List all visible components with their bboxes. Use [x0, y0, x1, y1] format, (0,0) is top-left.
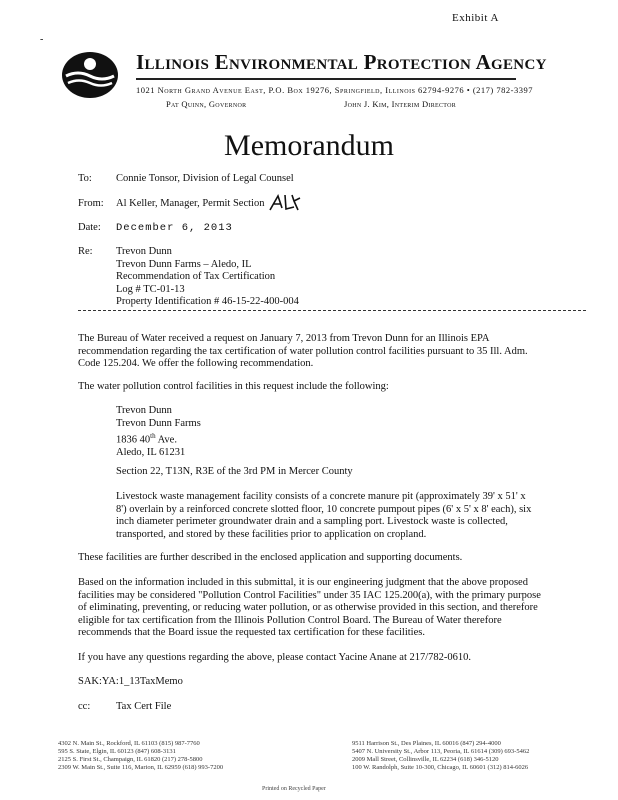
from-value: Al Keller, Manager, Permit Section	[116, 198, 265, 209]
judgment-paragraph	[78, 577, 578, 640]
office-address: 4302 N. Main St., Rockford, IL 61103 (815) 987-7760	[58, 740, 200, 747]
to-value: Connie Tonsor, Division of Legal Counsel	[116, 173, 294, 184]
to-label: To:	[78, 173, 92, 184]
contact-paragraph: If you have any questions regarding the above, please contact Yacine Anane at 217/782-0610.	[78, 652, 472, 663]
owner-address	[116, 405, 556, 460]
agency-name: Illinois Environmental Protection Agency	[136, 50, 547, 74]
owner-line: Trevon Dunn	[116, 405, 172, 416]
owner-line: Aledo, IL 61231	[116, 447, 186, 458]
initials-signature-icon	[268, 192, 302, 214]
paragraph-line: recommendation regarding the tax certification of water pollution control facilities pursuant to 35 Ill. Adm.	[78, 345, 528, 357]
date-label: Date:	[78, 222, 101, 233]
paragraph-line: 8') overlain by a reinforced concrete slotted floor, 10 concrete pumpout pipes (6' x 5' x 8' each), six	[116, 503, 532, 515]
paragraph-line: facilities may be considered "Pollution Control Facilities" under 35 IAC 125.200(a), with the primary purpose	[78, 589, 541, 601]
governor-name: Pat Quinn, Governor	[166, 99, 247, 109]
re-block	[116, 246, 556, 309]
re-line: Property Identification # 46-15-22-400-004	[116, 296, 299, 307]
paragraph-line: recommends that the Board issue the requested tax certification for these facilities.	[78, 627, 425, 638]
office-address: 5407 N. University St., Arbor 113, Peoria, IL 61614 (309) 693-5462	[352, 748, 530, 755]
paragraph-line: of eliminating, preventing, or reducing water pollution, or as otherwise provided in this section, and therefore	[78, 602, 538, 613]
owner-line: Trevon Dunn Farms	[116, 417, 201, 429]
from-label: From:	[78, 198, 104, 209]
paragraph-line: eligible for tax certification from the Illinois Pollution Control Board. The Bureau of Water therefore	[78, 614, 502, 626]
office-address: 100 W. Randolph, Suite 10-300, Chicago, IL 60601 (312) 814-6026	[352, 764, 529, 771]
recycled-paper-note: Printed on Recycled Paper	[262, 786, 326, 792]
iepa-logo-icon	[60, 50, 120, 100]
exhibit-label: Exhibit A	[452, 12, 499, 24]
office-address: 9511 Harrison St., Des Plaines, IL 60016 (847) 294-4000	[352, 740, 501, 747]
facility-location: Section 22, T13N, R3E of the 3rd PM in Mercer County	[116, 466, 353, 477]
date-value: December 6, 2013	[116, 222, 233, 234]
office-address: 2009 Mall Street, Collinsville, IL 62234 (618) 346-5120	[352, 756, 499, 763]
facility-description	[116, 491, 556, 541]
paragraph-line: Code 125.204. We offer the following recommendation.	[78, 358, 314, 369]
re-line: Trevon Dunn Farms – Aledo, IL	[116, 258, 252, 270]
paragraph-line: Based on the information included in this submittal, it is our engineering judgment that the above proposed	[78, 577, 528, 588]
header-separator	[78, 310, 586, 311]
paragraph-line: transported, and stored by these facilities prior to application on cropland.	[116, 528, 427, 540]
corner-mark: -	[40, 34, 44, 45]
director-name: John J. Kim, Interim Director	[344, 99, 457, 109]
cc-value: Tax Cert File	[116, 701, 172, 712]
street-number: 1836 40	[116, 434, 151, 446]
agency-address: 1021 North Grand Avenue East, P.O. Box 19276, Springfield, Illinois 62794-9276 • (217) 782-3397	[136, 85, 533, 95]
re-line: Recommendation of Tax Certification	[116, 271, 276, 282]
office-address: 2309 W. Main St., Suite 116, Marion, IL 62959 (618) 993-7200	[58, 764, 224, 771]
street-suffix: Ave.	[155, 434, 177, 446]
re-label: Re:	[78, 246, 93, 257]
re-line: Trevon Dunn	[116, 246, 172, 257]
paragraph-line: Livestock waste management facility consists of a concrete manure pit (approximately 39' x 51' x	[116, 491, 526, 502]
ordinal-suffix: th	[150, 432, 156, 440]
office-address: 2125 S. First St., Champaign, IL 61820 (217) 278-5800	[58, 756, 203, 763]
re-line: Log # TC-01-13	[116, 283, 185, 295]
paragraph-line: inch diameter perimeter groundwater drain and a sampling port. Livestock waste is collected,	[116, 516, 508, 527]
office-address: 595 S. State, Elgin, IL 60123 (847) 608-3131	[58, 748, 176, 755]
paragraph-line: The Bureau of Water received a request on January 7, 2013 from Trevon Dunn for an Illinois EPA	[78, 333, 490, 344]
owner-line	[116, 430, 556, 447]
letterhead-rule	[136, 78, 516, 80]
reference-code: SAK:YA:1_13TaxMemo	[78, 676, 183, 687]
intro-paragraph	[78, 333, 578, 371]
cc-label: cc:	[78, 701, 91, 712]
footer-offices-right	[352, 740, 529, 772]
footer-offices-left	[58, 740, 223, 772]
memo-title: Memorandum	[224, 129, 394, 162]
facilities-intro: The water pollution control facilities in this request include the following:	[78, 381, 389, 392]
application-note: These facilities are further described in the enclosed application and supporting documents.	[78, 552, 463, 563]
